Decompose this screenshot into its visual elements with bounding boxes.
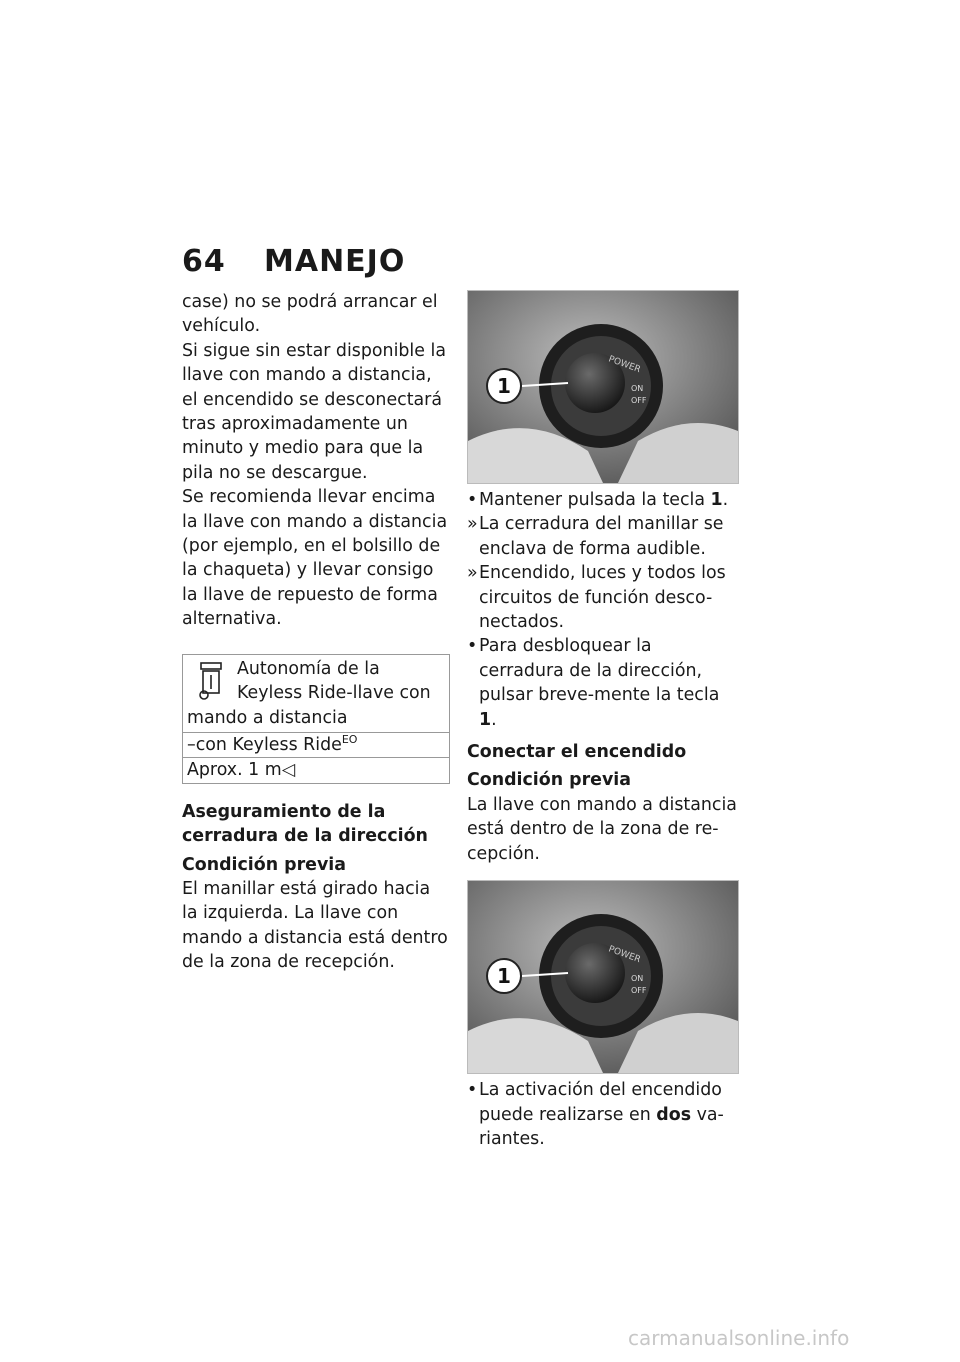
- list-item: • La activación del encendido puede realizarse en dos va-riantes.: [467, 1080, 724, 1149]
- spec-condition-sup: EO: [341, 733, 358, 747]
- ignition-switch-figure-2: [467, 880, 739, 1074]
- paragraph: Si sigue sin estar disponible la llave con mando a distancia, el encendido se desconectará tras aproximadamente un minuto y medio para que la pila no se descargue.: [182, 340, 446, 483]
- on-label: ON: [631, 384, 644, 393]
- list-marker: •: [467, 636, 478, 657]
- callout-number: 1: [497, 374, 511, 398]
- spec-condition: –con Keyless Ride: [187, 734, 342, 755]
- ignition-switch-figure-1: [467, 290, 739, 484]
- spec-value-row: [183, 757, 449, 782]
- instruction-list: [467, 1078, 739, 1151]
- off-label: OFF: [631, 986, 647, 996]
- list-item: » La cerradura del manillar se enclava de forma audible.: [467, 514, 724, 559]
- on-label: ON: [631, 974, 644, 984]
- paragraph: case) no se podrá arrancar el vehículo.: [182, 292, 438, 337]
- power-label: POWER: [606, 354, 642, 376]
- callout-number: 1: [497, 964, 511, 989]
- page-number: 64: [182, 244, 226, 279]
- section-heading: Aseguramiento de la cerradura de la dirección: [182, 801, 428, 847]
- power-label: POWER: [606, 944, 642, 966]
- right-column: [467, 290, 739, 1151]
- spec-condition-row: [183, 732, 449, 757]
- section-heading: Conectar el encendido: [467, 742, 687, 763]
- left-column: [182, 290, 450, 975]
- list-marker: »: [467, 514, 478, 535]
- list-marker: »: [467, 563, 478, 584]
- subheading: Condición previa: [182, 854, 347, 875]
- instruction-list: [467, 488, 739, 732]
- section-title: MANEJO: [264, 244, 406, 279]
- list-item: » Encendido, luces y todos los circuitos de función desco-nectados.: [467, 563, 726, 633]
- list-item: • Mantener pulsada la tecla 1.: [467, 488, 739, 512]
- spec-title: Autonomía de la Keyless Ride-llave con mando a distancia: [187, 658, 431, 728]
- list-item: • Para desbloquear la cerradura de la dirección, pulsar breve-mente la tecla 1.: [467, 636, 720, 730]
- key-battery-icon: [195, 659, 231, 703]
- spec-value: Aprox. 1 m◁: [187, 760, 296, 781]
- paragraph: Se recomienda llevar encima la llave con mando a distancia (por ejemplo, en el bolsillo de la chaqueta) y llevar consigo la llave de repuesto de forma alternativa.: [182, 487, 448, 630]
- page-header: [182, 244, 405, 279]
- off-label: OFF: [631, 396, 647, 405]
- paragraph: El manillar está girado hacia la izquierda. La llave con mando a distancia está dentro de la zona de recepción.: [182, 878, 448, 973]
- list-marker: •: [467, 490, 478, 510]
- paragraph: La llave con mando a distancia está dentro de la zona de re-cepción.: [467, 794, 737, 864]
- spec-table: [182, 654, 450, 784]
- spec-title-row: [183, 655, 449, 732]
- subheading: Condición previa: [467, 770, 632, 791]
- footer-watermark-url: carmanualsonline.info: [628, 1326, 850, 1350]
- list-marker: •: [467, 1080, 478, 1101]
